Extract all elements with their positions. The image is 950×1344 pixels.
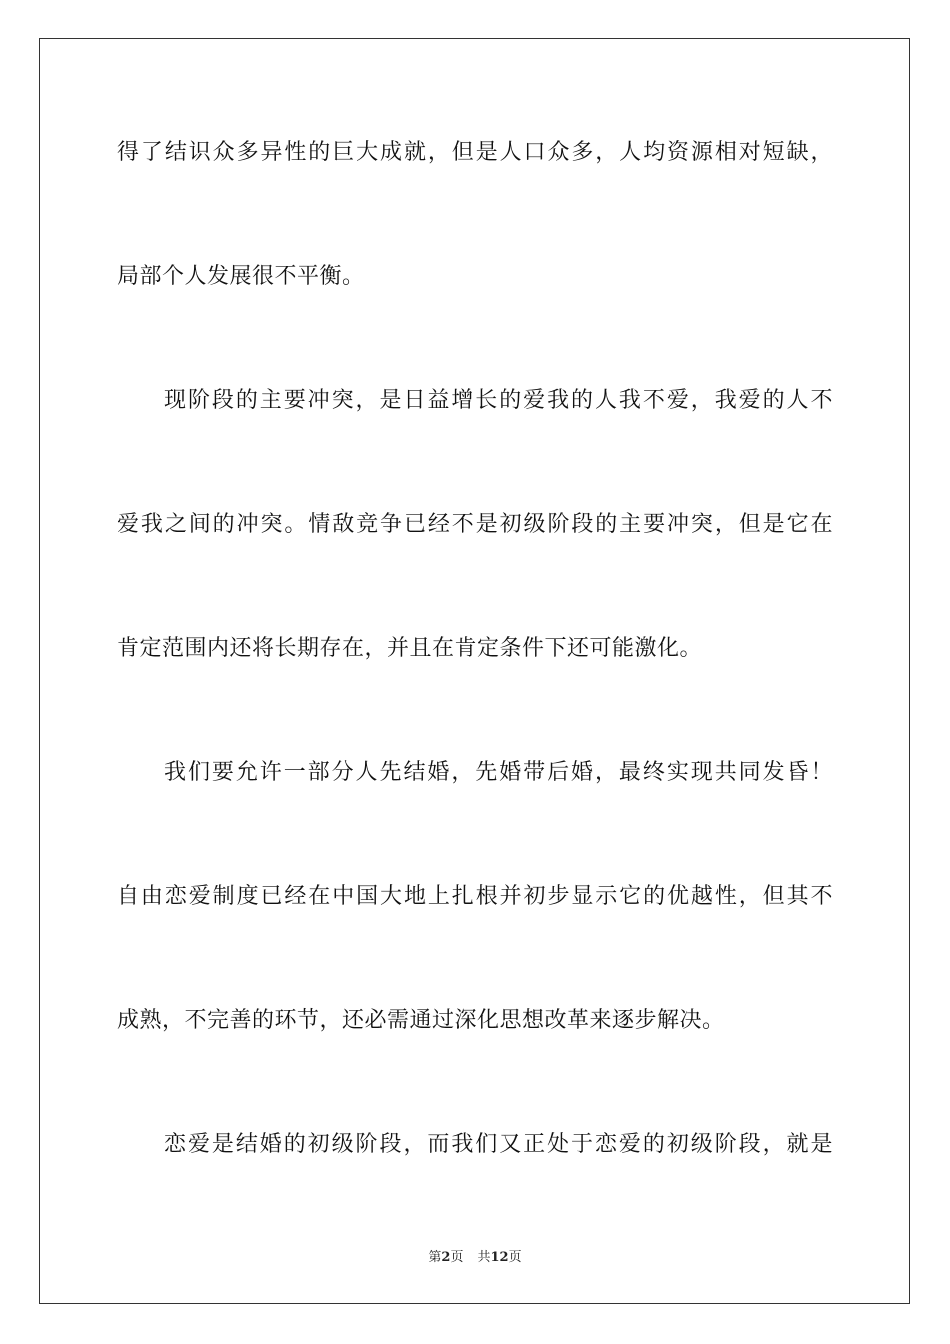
page-number: 2 [441,1250,451,1265]
page-border [39,38,910,1304]
paragraph-line: 得了结识众多异性的巨大成就，但是人口众多，人均资源相对短缺， [117,140,833,165]
paragraph-line: 成熟，不完善的环节，还必需通过深化思想改革来逐步解决。 [117,1008,725,1033]
paragraph-line: 肯定范围内还将长期存在，并且在肯定条件下还可能激化。 [117,636,703,661]
page-prefix: 第 [428,1250,442,1265]
paragraph-line: 我们要允许一部分人先结婚，先婚带后婚，最终实现共同发昏！ [164,760,833,785]
paragraph-line: 恋爱是结婚的初级阶段，而我们又正处于恋爱的初级阶段，就是 [164,1132,833,1157]
page-footer [0,1246,950,1265]
paragraph-line: 局部个人发展很不平衡。 [117,264,365,289]
total-prefix: 共 [477,1250,491,1265]
paragraph-line: 爱我之间的冲突。情敌竞争已经不是初级阶段的主要冲突，但是它在 [117,512,833,537]
page-suffix: 页 [450,1250,464,1265]
paragraph-line: 现阶段的主要冲突，是日益增长的爱我的人我不爱，我爱的人不 [164,388,833,413]
total-suffix: 页 [508,1250,522,1265]
paragraph-line: 自由恋爱制度已经在中国大地上扎根并初步显示它的优越性，但其不 [117,884,833,909]
page-total: 12 [490,1250,509,1265]
